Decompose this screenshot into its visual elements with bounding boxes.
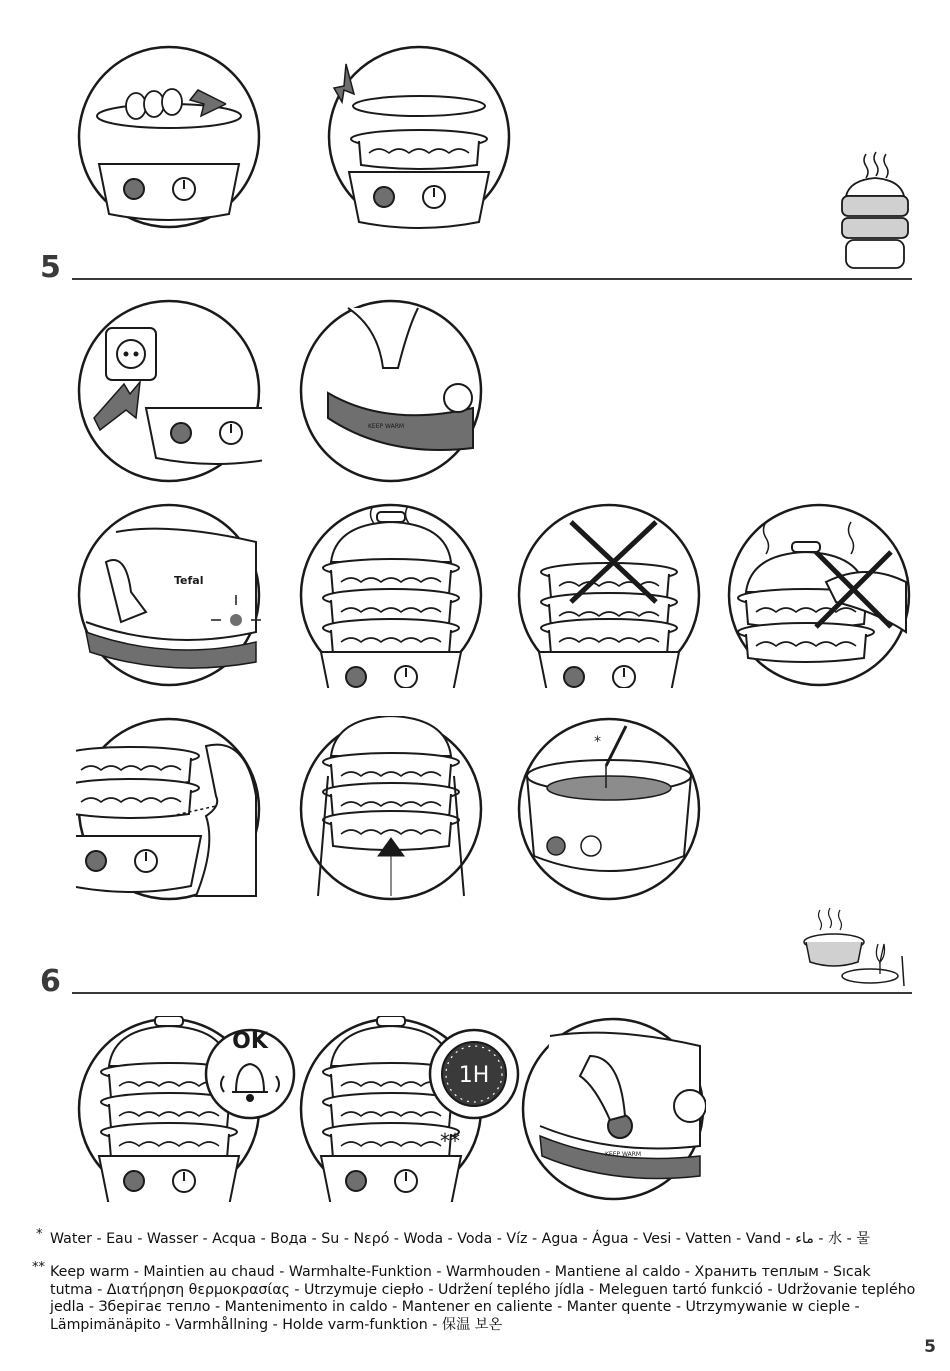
illustration-no-hand-steam [726,502,912,688]
asterisk-marker: * [594,734,601,750]
section-number: 5 [40,250,61,285]
illustration-steamer-small [836,150,914,274]
ok-label: OK [232,1029,268,1054]
section-number: 6 [40,964,61,999]
illustration-light-on [76,502,262,688]
illustration-turn-off [520,1016,706,1202]
section-divider [72,992,912,994]
footnote-water [36,1227,916,1249]
illustration-full-steamer [298,502,484,688]
double-asterisk-marker: ** [440,1129,460,1153]
footnote-marker: ** [32,1260,45,1275]
keep-warm-label: KEEP WARM [605,1151,642,1158]
illustration-check-food [76,716,262,902]
footnote-text: Keep warm - Maintien au chaud - Warmhalte-Funktion - Warmhouden - Mantiene al caldo - Хранить теплым - Sıcak tutma - Διατήρηση θερμοκρασίας - Utrzymuje ciepło - Udržení teplého jídla - Meleguen tartó funkció - Udržovanie teplého jedla - Зберігає тепло - Mantenimento in caldo - Mantener en caliente - Manter quente - Utrzymywanie w cieple - Lämpimänäpito - Varmhållning - Holde varm-funktion - 保温 보온 [50,1264,916,1333]
illustration-cooking-done [76,1016,296,1202]
keep-warm-label: KEEP WARM [368,423,405,430]
footnote-text: Water - Eau - Wasser - Acqua - Вода - Su - Νερό - Woda - Voda - Víz - Agua - Água - Vesi - Vatten - Vand - ماء - 水 - 물 [50,1231,870,1247]
footnote-marker: * [36,1227,43,1242]
page-number: 5 [924,1337,936,1357]
footnote-keep-warm [32,1260,916,1334]
section-divider [72,278,912,280]
brand-logo: Tefal [174,574,204,587]
illustration-lift-baskets [298,716,484,902]
illustration-no-touch-lid [516,502,702,688]
illustration-plug-in [76,298,262,484]
illustration-served-plate [800,906,912,990]
illustration-keep-warm-1h [298,1016,522,1202]
one-hour-label: 1H [458,1063,490,1088]
illustration-set-timer [298,298,484,484]
illustration-place-eggs [76,44,262,230]
illustration-cover-lid [326,44,512,230]
illustration-fill-water [516,716,702,902]
